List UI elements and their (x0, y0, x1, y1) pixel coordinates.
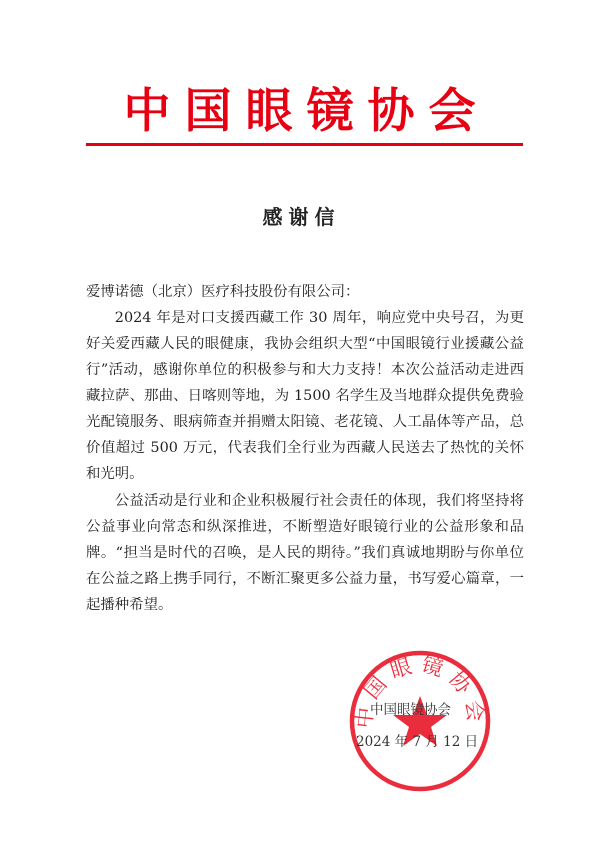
letterhead-divider (86, 143, 523, 146)
paragraph-2: 公益活动是行业和企业积极履行社会责任的体现，我们将坚持将公益事业向常态和纵深推进，不断塑造好眼镜行业的公益形象和品牌。“担当是时代的召唤，是人民的期待。”我们真诚地期盼与你单位在公益之路上携手同行，不断汇聚更多公益力量，书写爱心篇章，一起播种希望。 (86, 493, 524, 613)
salutation: 爱博诺德（北京）医疗科技股份有限公司： (86, 284, 360, 300)
letter-body (86, 279, 524, 618)
document-title: 感谢信 (262, 205, 341, 229)
official-seal (347, 648, 493, 794)
seal-text-path: 中国眼镜协会 (351, 652, 489, 730)
signature-org: 中国眼镜协会 (370, 702, 451, 718)
letterhead-org-name: 中国眼镜协会 (123, 84, 490, 139)
paragraph-1: 2024 年是对口支援西藏工作 30 周年，响应党中央号召，为更好关爱西藏人民的眼健康，我协会组织大型“中国眼镜行业援藏公益行”活动，感谢你单位的积极参与和大力支持！本次公益活动走进西藏拉萨、那曲、日喀则等地，为 1500 名学生及当地群众提供免费验光配镜服务、眼病筛查并捐赠太阳镜、老花镜、人工晶体等产品，总价值超过 500 万元，代表我们全行业为西藏人民送去了热忱的关怀和光明。 (86, 310, 524, 482)
signature-date: 2024 年 7 月 12 日 (356, 734, 479, 750)
